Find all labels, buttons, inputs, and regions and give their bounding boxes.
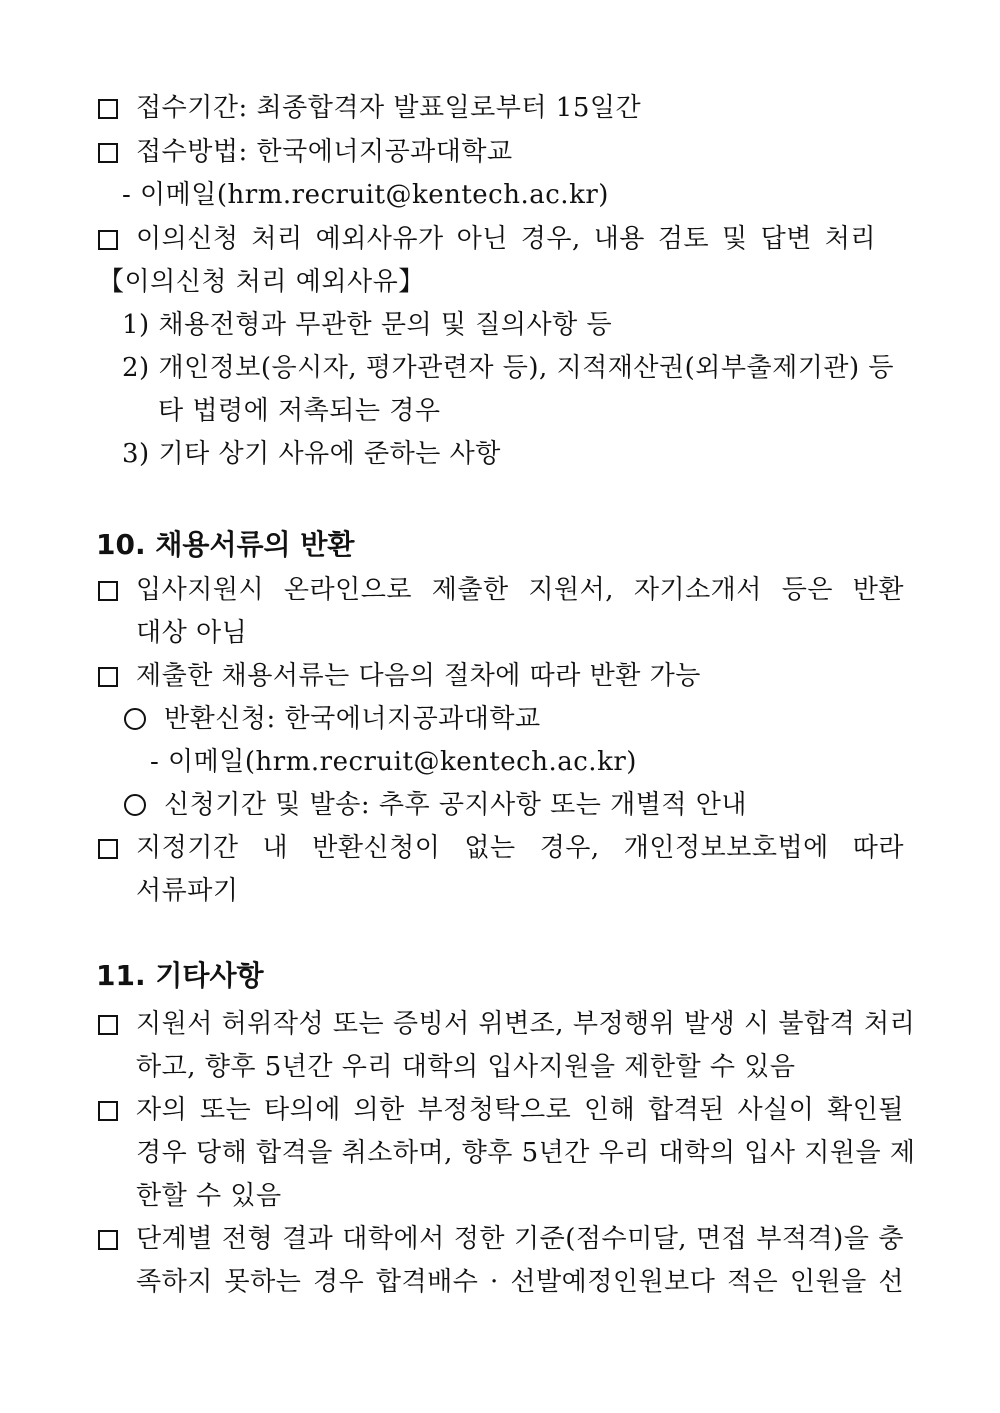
checkbox-icon <box>98 1230 118 1250</box>
section-10-subitem: 신청기간 및 발송: 추후 공지사항 또는 개별적 안내 <box>164 790 747 820</box>
section-11-item-continued: 경우 당해 합격을 취소하며, 향후 5년간 우리 대학의 입사 지원을 제 <box>136 1138 916 1168</box>
section-10-item-continued: 대상 아님 <box>136 618 248 648</box>
section-11-item: 자의 또는 타의에 의한 부정청탁으로 인해 합격된 사실이 확인될 <box>136 1095 904 1125</box>
checkbox-icon <box>98 667 118 687</box>
checkbox-icon <box>98 230 118 250</box>
circle-bullet-icon <box>124 708 146 730</box>
checkbox-icon <box>98 1101 118 1121</box>
exceptions-title: 【이의신청 처리 예외사유】 <box>98 267 425 297</box>
circle-bullet-icon <box>124 794 146 816</box>
method-text: 접수방법: 한국에너지공과대학교 <box>136 137 513 167</box>
section-10-item: 제출한 채용서류는 다음의 절차에 따라 반환 가능 <box>136 661 701 691</box>
section-11-item: 단계별 전형 결과 대학에서 정한 기준(점수미달, 면접 부적격)을 충 <box>136 1224 904 1254</box>
section-10-item: 입사지원시 온라인으로 제출한 지원서, 자기소개서 등은 반환 <box>136 575 904 605</box>
checkbox-icon <box>98 581 118 601</box>
section-11-item: 지원서 허위작성 또는 증빙서 위변조, 부정행위 발생 시 불합격 처리 <box>136 1009 916 1039</box>
exception-item-continued: 타 법령에 저촉되는 경우 <box>158 396 441 426</box>
section-11-item-continued: 한할 수 있음 <box>136 1181 282 1211</box>
checkbox-icon <box>98 839 118 859</box>
section-10-email: - 이메일(hrm.recruit@kentech.ac.kr) <box>150 747 637 777</box>
section-10-item: 지정기간 내 반환신청이 없는 경우, 개인정보보호법에 따라 <box>136 833 904 863</box>
exception-item: 1) 채용전형과 무관한 문의 및 질의사항 등 <box>122 310 613 340</box>
period-text: 접수기간: 최종합격자 발표일로부터 15일간 <box>136 93 642 123</box>
checkbox-icon <box>98 143 118 163</box>
section-11-item-continued: 하고, 향후 5년간 우리 대학의 입사지원을 제한할 수 있음 <box>136 1052 796 1082</box>
checkbox-icon <box>98 99 118 119</box>
section-10-subitem: 반환신청: 한국에너지공과대학교 <box>164 704 541 734</box>
section-11-item-continued: 족하지 못하는 경우 합격배수 · 선발예정인원보다 적은 인원을 선 <box>136 1267 904 1297</box>
email-text: - 이메일(hrm.recruit@kentech.ac.kr) <box>122 180 609 210</box>
exception-item: 2) 개인정보(응시자, 평가관련자 등), 지적재산권(외부출제기관) 등 <box>122 353 895 383</box>
section-10-heading: 10. 채용서류의 반환 <box>96 528 355 561</box>
section-11-heading: 11. 기타사항 <box>96 959 264 992</box>
exception-item: 3) 기타 상기 사유에 준하는 사항 <box>122 439 501 469</box>
processing-text: 이의신청 처리 예외사유가 아닌 경우, 내용 검토 및 답변 처리 <box>136 224 876 254</box>
checkbox-icon <box>98 1015 118 1035</box>
section-10-item-continued: 서류파기 <box>136 876 239 906</box>
